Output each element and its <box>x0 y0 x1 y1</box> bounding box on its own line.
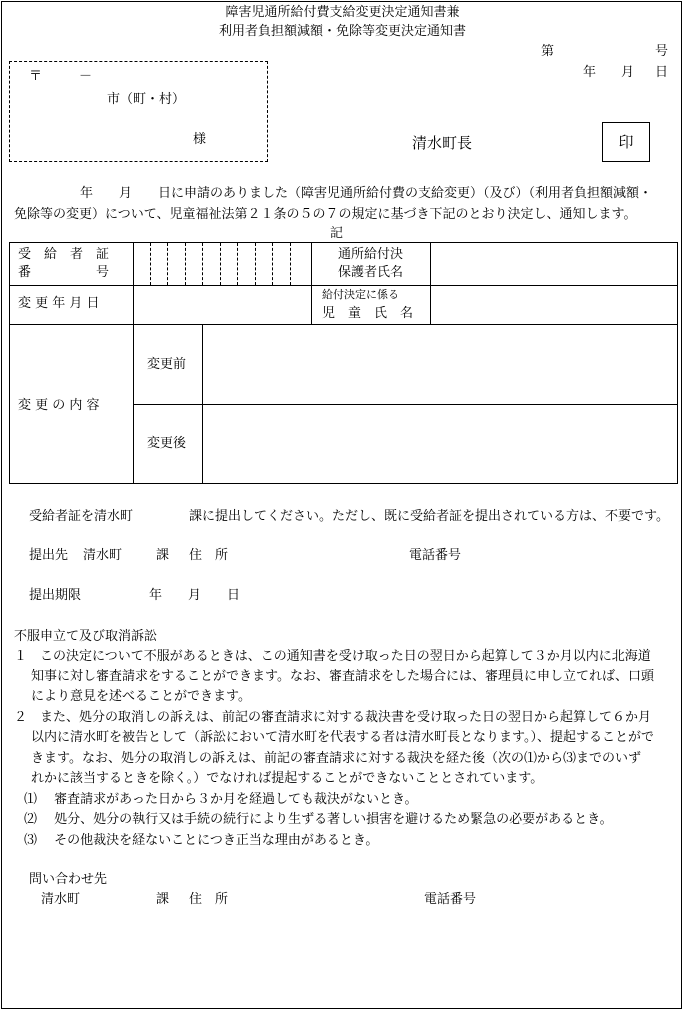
digit-divider <box>185 243 186 285</box>
appeal-item2-line1: ２ また、処分の取消しの訴えは、前記の審査請求に対する裁決書を受け取った日の翌日から起算して６か月 <box>14 710 652 725</box>
postal-dash: － <box>79 69 93 84</box>
date-year: 年 <box>583 65 597 80</box>
recipient-number-label-1: 受 給 者 証 <box>18 247 110 262</box>
appeal-sub3: ⑶ その他裁決を経ないことにつき正当な理由があるとき。 <box>24 833 379 848</box>
submit-instruction-b: 課に提出してください。ただし、既に受給者証を提出されている方は、不要です。 <box>189 509 669 524</box>
digit-divider <box>167 243 168 285</box>
table-rule <box>10 285 677 286</box>
digit-divider <box>220 243 221 285</box>
change-content-label: 変 更 の 内 容 <box>18 398 100 413</box>
contact-phone: 電話番号 <box>424 892 477 907</box>
submit-dest-town: 清水町 <box>83 548 123 563</box>
appeal-item1-line3: により意見を述べることができます。 <box>31 689 251 704</box>
change-date-label: 変 更 年 月 日 <box>18 296 100 311</box>
child-name-label-1: 給付決定に係る <box>322 288 399 301</box>
digit-divider <box>237 243 238 285</box>
appeal-sub1: ⑴ 審査請求があった日から３か月を経過しても裁決がないとき。 <box>24 792 418 807</box>
submit-dest-label: 提出先 <box>29 548 69 563</box>
appeal-item2-line3: きます。なお、処分の取消しの訴えは、前記の審査請求に対する裁決を経た後（次の⑴から⑶までのいず <box>31 751 641 766</box>
intro-line-2: 免除等の変更）について、児童福祉法第２１条の５の７の規定に基づき下記のとおり決定し、通知します。 <box>14 207 637 222</box>
appeal-item2-line4: れかに該当するときを除く。）でなければ提起することができないこととされています。 <box>31 771 544 786</box>
postal-mark: 〒 <box>29 69 43 84</box>
deadline-date: 年 月 日 <box>149 588 241 603</box>
table-rule <box>133 404 677 405</box>
appeal-item1-line2: 知事に対し審査請求をすることができます。なお、審査請求をした場合には、審理員に申し立てれば、口頭 <box>31 669 654 684</box>
appeal-sub2: ⑵ 処分、処分の執行又は手続の続行により生ずる著しい損害を避けるため緊急の必要があるとき。 <box>24 812 613 827</box>
contact-address: 住 所 <box>189 892 229 907</box>
seal-label: 印 <box>618 133 634 151</box>
honorific: 様 <box>193 132 207 147</box>
contact-section: 課 <box>156 892 170 907</box>
before-change-label: 変更前 <box>147 357 187 372</box>
table-rule <box>10 324 677 325</box>
appeal-item2-line2: 以内に清水町を被告として（訴訟において清水町を代表する者は清水町長となります。）、提起することがで <box>31 730 654 745</box>
city-label: 市（町・村） <box>107 92 186 107</box>
document-title: 障害児通所給付費支給変更決定通知書兼 <box>225 5 460 20</box>
after-change-label: 変更後 <box>147 436 187 451</box>
digit-divider <box>150 243 151 285</box>
appeal-item1-line1: １ この決定について不服があるときは、この通知書を受け取った日の翌日から起算して３か月以内に北海道 <box>14 649 651 664</box>
intro-line-1: 年 月 日に申請のありました（障害児通所給付費の支給変更）（及び）（利用者負担額減額・ <box>80 186 653 201</box>
digit-divider <box>255 243 256 285</box>
date-month: 月 <box>621 65 635 80</box>
digit-divider <box>202 243 203 285</box>
table-rule <box>133 243 134 483</box>
table-rule <box>311 243 312 324</box>
table-rule <box>430 243 431 324</box>
child-name-label-2: 児 童 氏 名 <box>322 306 414 321</box>
decision-table <box>9 242 678 484</box>
digit-divider <box>272 243 273 285</box>
doc-number-prefix: 第 <box>541 44 555 59</box>
mayor-name: 清水町長 <box>412 134 473 152</box>
contact-town: 清水町 <box>41 892 81 907</box>
guardian-label-2: 保護者氏名 <box>338 265 404 280</box>
appeal-heading: 不服申立て及び取消訴訟 <box>14 629 158 644</box>
recipient-number-label-2: 番 号 <box>18 265 110 280</box>
ki-label: 記 <box>330 226 344 241</box>
doc-number-suffix: 号 <box>655 44 669 59</box>
submit-dest-section: 課 <box>156 548 170 563</box>
table-rule <box>202 324 203 483</box>
submit-dest-address: 住 所 <box>189 548 229 563</box>
deadline-label: 提出期限 <box>29 588 82 603</box>
contact-heading: 問い合わせ先 <box>29 872 108 887</box>
submit-instruction-a: 受給者証を清水町 <box>29 509 134 524</box>
guardian-label-1: 通所給付決 <box>338 247 404 262</box>
document-subtitle: 利用者負担額減額・免除等変更決定通知書 <box>218 24 466 39</box>
seal-box <box>602 122 650 162</box>
date-day: 日 <box>655 65 669 80</box>
address-box <box>9 61 268 162</box>
digit-divider <box>290 243 291 285</box>
submit-dest-phone: 電話番号 <box>409 548 462 563</box>
